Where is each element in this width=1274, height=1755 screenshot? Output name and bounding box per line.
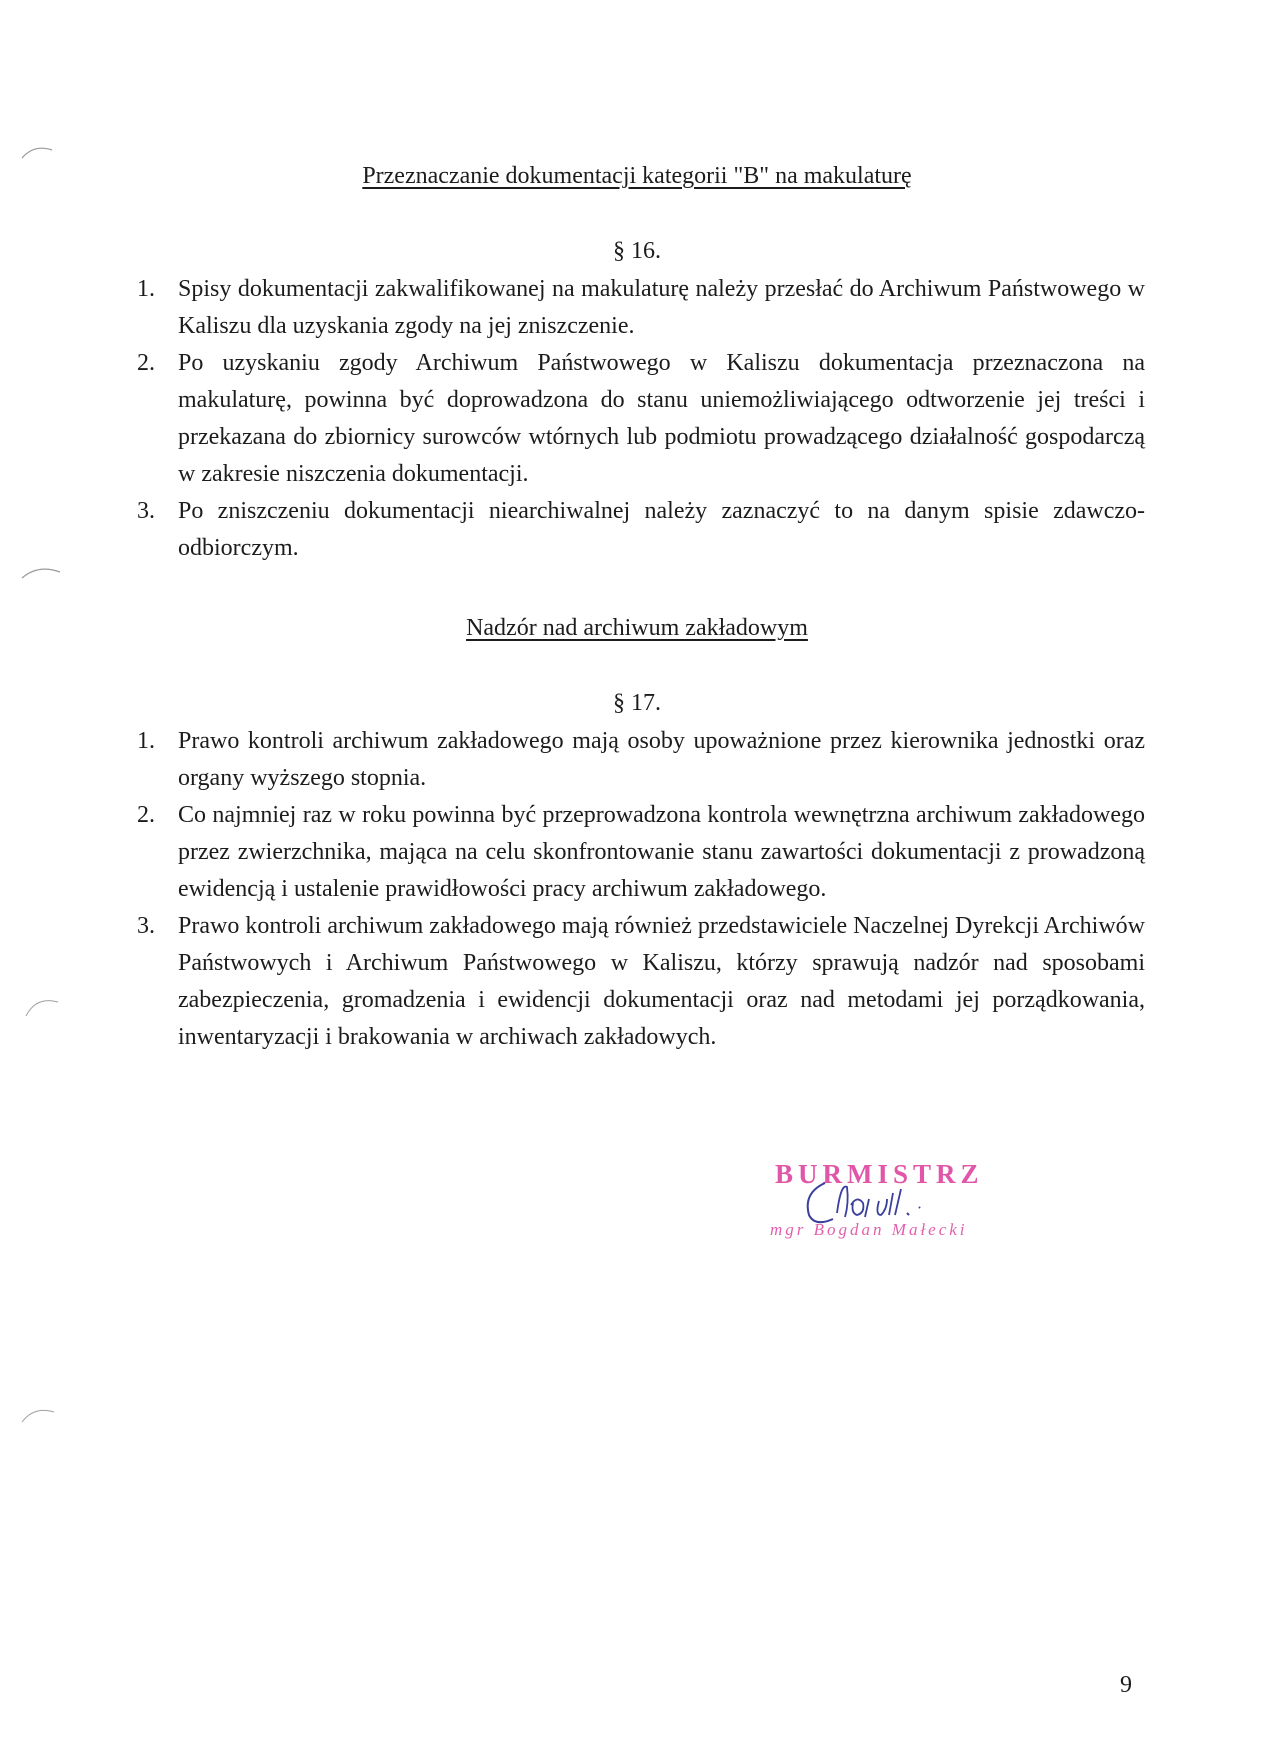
section-heading-16: Przeznaczanie dokumentacji kategorii "B" na makulaturę	[362, 163, 912, 189]
mayor-stamp	[755, 1155, 1015, 1275]
paragraph-number-16: § 16.	[613, 238, 661, 264]
list-item	[137, 797, 1145, 908]
item-number: 3.	[137, 498, 155, 524]
item-text: Co najmniej raz w roku powinna być przeprowadzona kontrola wewnętrzna archiwum zakładowego przez zwierzchnika, mająca na celu skonfrontowanie stanu zawartości dokumentacji z prowadzoną ewidencją i ustalenie prawidłowości pracy archiwum zakładowego.	[178, 802, 1145, 902]
item-text: Po zniszczeniu dokumentacji niearchiwalnej należy zaznaczyć to na danym spisie zdawczo-odbiorczym.	[178, 498, 1145, 561]
item-number: 2.	[137, 350, 155, 376]
item-number: 2.	[137, 802, 155, 828]
punch-hole-mark	[18, 990, 68, 1030]
stamp-title: BURMISTRZ	[775, 1159, 984, 1189]
page-number: 9	[1120, 1672, 1132, 1698]
stamp-name: mgr Bogdan Małecki	[770, 1220, 968, 1239]
item-text: Po uzyskaniu zgody Archiwum Państwowego w Kaliszu dokumentacja przeznaczona na makulaturę, powinna być doprowadzona do stanu uniemożliwiającego odtworzenie jej treści i przekazana do zbiornicy surowców wtórnych lub podmiotu prowadzącego działalność gospodarczą w zakresie niszczenia dokumentacji.	[178, 350, 1145, 487]
item-number: 1.	[137, 728, 155, 754]
punch-hole-mark	[18, 1400, 68, 1440]
list-item	[137, 723, 1145, 797]
list-item	[137, 271, 1145, 345]
list-item	[137, 908, 1145, 1056]
section-16-list	[137, 271, 1145, 567]
item-text: Prawo kontroli archiwum zakładowego mają również przedstawiciele Naczelnej Dyrekcji Archiwów Państwowych i Archiwum Państwowego w Kaliszu, którzy sprawują nadzór nad sposobami zabezpieczenia, gromadzenia i ewidencji dokumentacji oraz nad metodami jej porządkowania, inwentaryzacji i brakowania w archiwach zakładowych.	[178, 913, 1145, 1050]
list-item	[137, 493, 1145, 567]
item-number: 1.	[137, 276, 155, 302]
paragraph-number-17: § 17.	[613, 690, 661, 716]
section-17-list	[137, 723, 1145, 1056]
item-text: Prawo kontroli archiwum zakładowego mają osoby upoważnione przez kierownika jednostki oraz organy wyższego stopnia.	[178, 728, 1145, 791]
punch-hole-mark	[18, 558, 68, 588]
section-heading-17: Nadzór nad archiwum zakładowym	[466, 615, 808, 641]
list-item	[137, 345, 1145, 493]
item-text: Spisy dokumentacji zakwalifikowanej na makulaturę należy przesłać do Archiwum Państwowego w Kaliszu dla uzyskania zgody na jej zniszczenie.	[178, 276, 1145, 339]
item-number: 3.	[137, 913, 155, 939]
